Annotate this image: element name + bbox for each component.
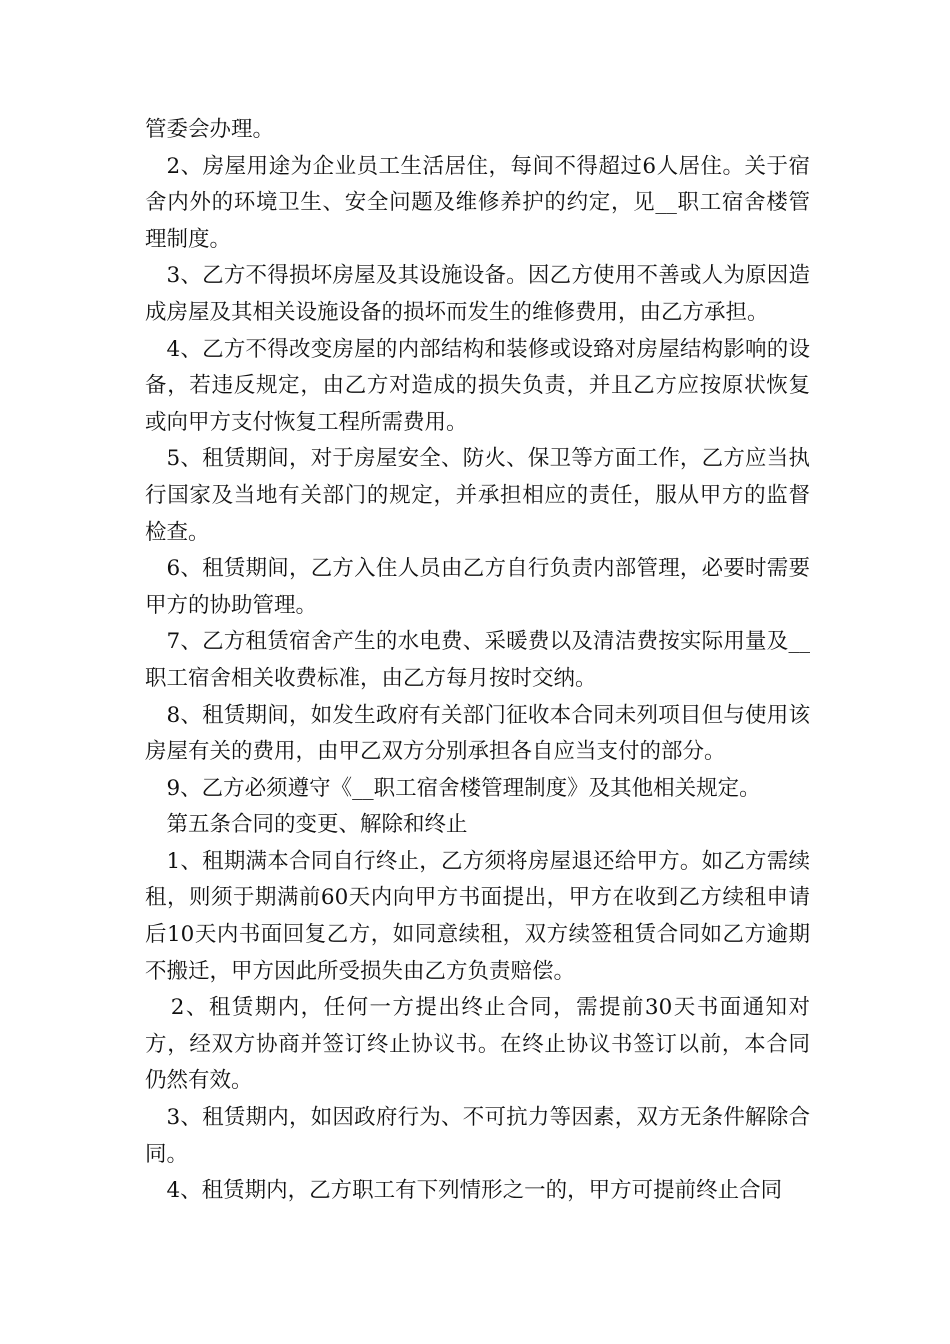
paragraph-item-5: 5、租赁期间，对于房屋安全、防火、保卫等方面工作，乙方应当执行国家及当地有关部门的规定，并承担相应的责任，服从甲方的监督检查。: [145, 446, 810, 545]
paragraph-article5-item-2: 2、租赁期内，任何一方提出终止合同，需提前30天书面通知对方，经双方协商并签订终止协议书。在终止协议书签订以前，本合同仍然有效。: [145, 995, 810, 1094]
paragraph-item-4: 4、乙方不得改变房屋的内部结构和装修或设臵对房屋结构影响的设备，若违反规定，由乙方对造成的损失负责，并且乙方应按原状恢复或向甲方支付恢复工程所需费用。: [145, 336, 810, 435]
paragraph-continuation: 管委会办理。: [145, 117, 275, 142]
document-body: [145, 112, 810, 1210]
paragraph-item-6: 6、租赁期间，乙方入住人员由乙方自行负责内部管理，必要时需要甲方的协助管理。: [145, 556, 810, 618]
paragraph-article5-item-1: 1、租期满本合同自行终止，乙方须将房屋退还给甲方。如乙方需续租，则须于期满前60天内向甲方书面提出，甲方在收到乙方续租申请后10天内书面回复乙方，如同意续租，双方续签租赁合同如乙方逾期不搬迁，甲方因此所受损失由乙方负责赔偿。: [145, 848, 810, 984]
paragraph-item-2: 2、房屋用途为企业员工生活居住，每间不得超过6人居住。关于宿舍内外的环境卫生、安全问题及维修养护的约定，见__职工宿舍楼管理制度。: [145, 153, 810, 252]
paragraph-item-8: 8、租赁期间，如发生政府有关部门征收本合同未列项目但与使用该房屋有关的费用，由甲乙双方分别承担各自应当支付的部分。: [145, 702, 810, 765]
section-heading-article-5: 第五条合同的变更、解除和终止: [166, 812, 468, 838]
paragraph-item-9: 9、乙方必须遵守《__职工宿舍楼管理制度》及其他相关规定。: [166, 775, 761, 801]
paragraph-item-7: 7、乙方租赁宿舍产生的水电费、采暖费以及清洁费按实际用量及__职工宿舍相关收费标准，由乙方每月按时交纳。: [145, 629, 810, 691]
paragraph-item-3: 3、乙方不得损坏房屋及其设施设备。因乙方使用不善或人为原因造成房屋及其相关设施设备的损坏而发生的维修费用，由乙方承担。: [145, 263, 810, 325]
paragraph-article5-item-4: 4、租赁期内，乙方职工有下列情形之一的，甲方可提前终止合同: [166, 1178, 783, 1204]
paragraph-article5-item-3: 3、租赁期内，如因政府行为、不可抗力等因素，双方无条件解除合同。: [145, 1105, 810, 1167]
